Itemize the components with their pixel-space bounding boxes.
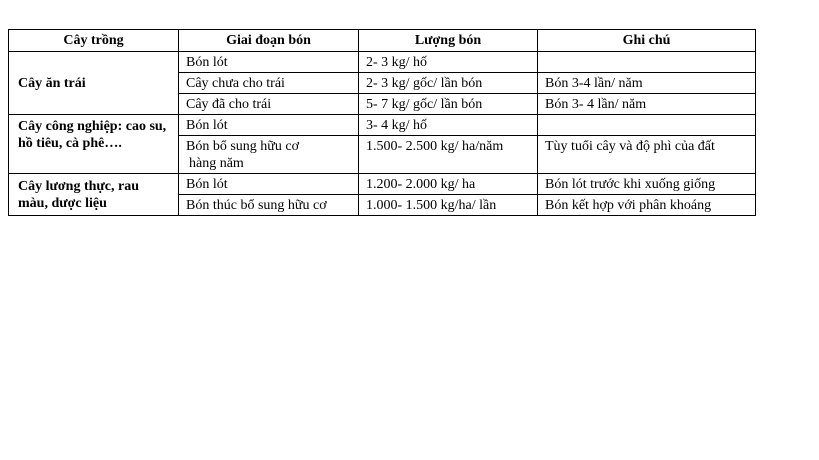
note-cell: Bón 3-4 lần/ năm [538,73,756,94]
table-header-row [9,30,756,52]
header-note: Ghi chú [538,30,756,52]
note-cell: Tùy tuổi cây và độ phì của đất [538,136,756,174]
header-crop: Cây trồng [9,30,179,52]
stage-line: Bón bổ sung hữu cơ [186,139,299,154]
crop-cell-fruit-trees: Cây ăn trái [9,52,179,115]
amount-cell: 1.500- 2.500 kg/ ha/năm [359,136,538,174]
crop-cell-industrial-crops: Cây công nghiệp: cao su, hồ tiêu, cà phê…. [9,115,179,174]
fertilizer-table [8,29,756,216]
note-cell [538,115,756,136]
note-cell: Bón lót trước khi xuống giống [538,174,756,195]
note-cell [538,52,756,73]
note-cell: Bón kết hợp với phân khoáng [538,195,756,216]
amount-cell: 1.000- 1.500 kg/ha/ lần [359,195,538,216]
stage-cell: Bón lót [179,115,359,136]
stage-line: hàng năm [189,156,244,171]
note-cell: Bón 3- 4 lần/ năm [538,94,756,115]
stage-cell: Bón thúc bổ sung hữu cơ [179,195,359,216]
stage-cell: Bón lót [179,174,359,195]
amount-cell: 2- 3 kg/ gốc/ lần bón [359,73,538,94]
header-amount: Lượng bón [359,30,538,52]
table-row [9,174,756,195]
table-row [9,52,756,73]
amount-cell: 1.200- 2.000 kg/ ha [359,174,538,195]
header-stage: Giai đoạn bón [179,30,359,52]
amount-cell: 2- 3 kg/ hố [359,52,538,73]
table-row [9,115,756,136]
stage-cell: Cây chưa cho trái [179,73,359,94]
stage-cell: Bón lót [179,52,359,73]
crop-cell-food-crops: Cây lương thực, rau màu, dược liệu [9,174,179,216]
amount-cell: 5- 7 kg/ gốc/ lần bón [359,94,538,115]
amount-cell: 3- 4 kg/ hố [359,115,538,136]
stage-cell [179,136,359,174]
stage-cell: Cây đã cho trái [179,94,359,115]
